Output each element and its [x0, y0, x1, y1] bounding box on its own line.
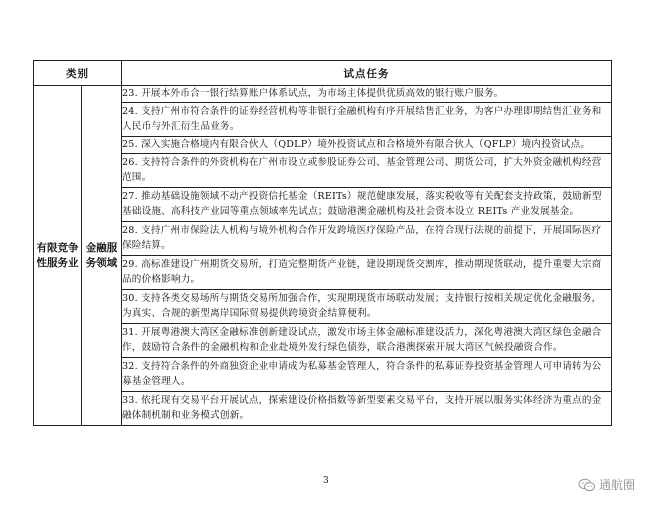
task-cell: 30. 支持各类交易场所与期货交易所加强合作，实现期现货市场联动发展；支持银行按相关规定优化金融服务，为真实、合规的新型离岸国际贸易提供跨境资金结算便利。	[122, 290, 612, 324]
page-number: 3	[323, 476, 329, 486]
task-cell: 27. 推动基础设施领域不动产投资信托基金（REITs）规范健康发展，落实税收等有关配套支持政策，鼓励新型基础设施、高科技产业园等重点领域率先试点；鼓励港澳金融机构及社会资本设立 REITs 产业发展基金。	[122, 188, 612, 222]
task-cell: 29. 高标准建设广州期货交易所，打造完整期货产业链，建设期现货交割库，推动期现货联动，提升重要大宗商品的价格影响力。	[122, 256, 612, 290]
category-sub: 金融服务领域	[82, 86, 122, 426]
table-header-row	[34, 61, 612, 86]
category-main: 有限竞争性服务业	[34, 86, 82, 426]
watermark	[578, 476, 635, 493]
task-cell: 24. 支持广州市符合条件的证券经营机构等非银行金融机构有序开展结售汇业务，为客户办理即期结售汇业务和人民币与外汇衍生品业务。	[122, 103, 612, 137]
header-tasks: 试点任务	[122, 61, 612, 86]
wechat-icon	[578, 478, 596, 492]
table-row	[34, 86, 612, 103]
task-cell: 33. 依托现有交易平台开展试点，探索建设价格指数等新型要素交易平台，支持开展以服务实体经济为重点的金融体制机制和业务模式创新。	[122, 392, 612, 426]
pilot-tasks-table	[33, 60, 612, 426]
task-cell: 32. 支持符合条件的外商独资企业申请成为私募基金管理人，符合条件的私募证券投资基金管理人可申请转为公募基金管理人。	[122, 358, 612, 392]
header-category: 类别	[34, 61, 122, 86]
watermark-text: 通航圈	[599, 478, 636, 492]
task-cell: 28. 支持广州市保险法人机构与境外机构合作开发跨境医疗保险产品，在符合现行法规的前提下，开展国际医疗保险结算。	[122, 222, 612, 256]
task-cell: 26. 支持符合条件的外资机构在广州市设立或参股证券公司、基金管理公司、期货公司，扩大外资金融机构经营范围。	[122, 154, 612, 188]
task-cell: 31. 开展粤港澳大湾区金融标准创新建设试点，激发市场主体金融标准建设活力，深化粤港澳大湾区绿色金融合作，鼓励符合条件的金融机构和企业赴境外发行绿色债券，联合港澳探索开展大湾区气候投融资合作。	[122, 324, 612, 358]
task-cell: 23. 开展本外币合一银行结算账户体系试点，为市场主体提供优质高效的银行账户服务。	[122, 86, 612, 103]
task-cell: 25. 深入实施合格境内有限合伙人（QDLP）境外投资试点和合格境外有限合伙人（QFLP）境内投资试点。	[122, 137, 612, 154]
